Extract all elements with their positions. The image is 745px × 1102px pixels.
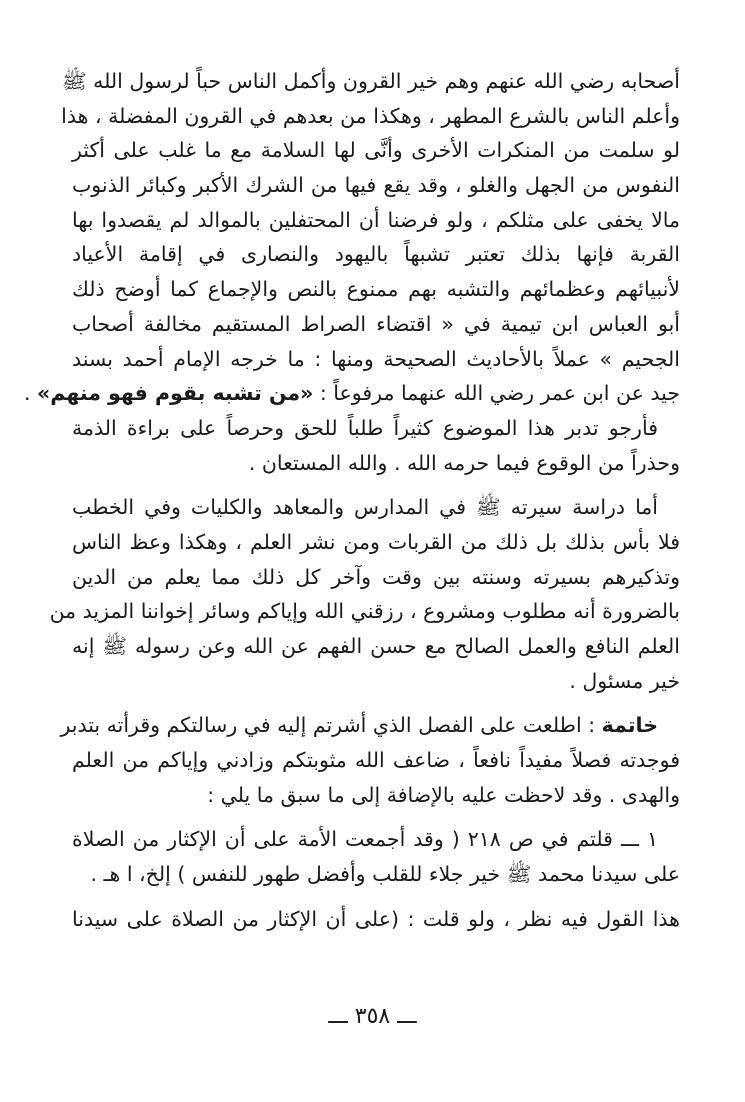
text-line: ١ ـــ قلتم في ص ٢١٨ ( وقد أجمعت الأمة على أن الإكثار من الصلاة [72, 827, 658, 852]
text-line: مالا يخفى على مثلكم ، ولو فرضنا أن المحتفلين بالموالد لم يقصدوا بها [72, 207, 680, 232]
text-line: على سيدنا محمد ﷺ خير جلاء للقلب وأفضل طهور للنفس ) إلخ، ا هـ . [90, 862, 680, 887]
paragraph-conclusion [60, 708, 680, 812]
text-line: وحذراً من الوقوع فيما حرمه الله . والله المستعان . [248, 450, 680, 475]
paragraph [72, 411, 680, 480]
hadith-end: . [23, 381, 37, 406]
text-line: والهدى . وقد لاحظت عليه بالإضافة إلى ما سبق ما يلي : [207, 782, 680, 807]
page-number: ـــ ٣٥٨ ـــ [328, 1004, 417, 1029]
text-line: أصحابه رضي الله عنهم وهم خير القرون وأكمل الناس حباً لرسول الله ﷺ [61, 69, 680, 93]
text-line: وتذكيرهم بسيرته وسنته بين وقت وآخر كل ذلك مما يعلم من الدين [72, 564, 680, 589]
paragraph [72, 902, 680, 937]
text-line: لأنبيائهم وعظمائهم والتشبه بهم ممنوع بالنص والإجماع كما أوضح ذلك [72, 277, 680, 302]
conclusion-label: خاتمة [601, 713, 658, 738]
text-line: الجحيم » عملاً بالأحاديث الصحيحة ومنها : ما خرجه الإمام أحمد بسند [72, 346, 680, 371]
conclusion-text: : اطلعت على الفصل الذي أشرتم إليه في رسالتكم وقرأته بتدبر [60, 713, 602, 738]
text-line: فلا بأس بذلك بل ذلك من القربات ومن نشر العلم ، وهكذا وعظ الناس [72, 529, 680, 554]
text-line: أبو العباس ابن تيمية في « اقتضاء الصراط المستقيم مخالفة أصحاب [72, 311, 680, 336]
text-line-hadith [23, 376, 680, 411]
text-line: العلم النافع والعمل الصالح مع حسن الفهم عن الله وعن رسوله ﷺ إنه [72, 634, 680, 658]
text-line [60, 708, 680, 743]
paragraph [49, 490, 680, 698]
text-line: فأرجو تدبر هذا الموضوع كثيراً طلباً للحق وحرصاً على براءة الذمة [72, 415, 658, 440]
hadith-quote: «من تشبه بقوم فهو منهم» [37, 381, 314, 406]
paragraph-gap [72, 892, 680, 902]
text-line: القربة فإنها بذلك تعتبر تشبهاً باليهود والنصارى في إقامة الأعياد [72, 242, 680, 267]
text-line: هذا القول فيه نظر ، ولو قلت : (على أن الإكثار من الصلاة على سيدنا [72, 906, 680, 931]
paragraph-numbered [72, 822, 680, 891]
text-line: أما دراسة سيرته ﷺ في المدارس والمعاهد والكليات وفي الخطب [72, 495, 658, 520]
text-line: وأعلم الناس بالشرع المطهر ، وهكذا من بعدهم في القرون المفضلة ، هذا [61, 103, 680, 128]
paragraph-gap [72, 812, 680, 822]
paragraph-gap [72, 698, 680, 708]
text-line: فوجدته فصلاً مفيداً نافعاً ، ضاعف الله مثوبتكم وزادني وإياكم من العلم [72, 748, 680, 773]
hadith-intro: جيد عن ابن عمر رضي الله عنهما مرفوعاً : [313, 381, 680, 406]
page-body [23, 64, 680, 937]
paragraph [23, 64, 680, 411]
paragraph-gap [72, 480, 680, 490]
text-line: لو سلمت من المنكرات الأخرى وأنَّى لها السلامة مع ما غلب على أكثر [72, 138, 680, 163]
text-line: بالضرورة أنه مطلوب ومشروع ، رزقني الله وإياكم وسائر إخواننا المزيد من [49, 599, 680, 624]
text-line: النفوس من الجهل والغلو ، وقد يقع فيها من الشرك الأكبر وكبائر الذنوب [72, 173, 680, 198]
text-line: خير مسئول . [569, 668, 680, 693]
